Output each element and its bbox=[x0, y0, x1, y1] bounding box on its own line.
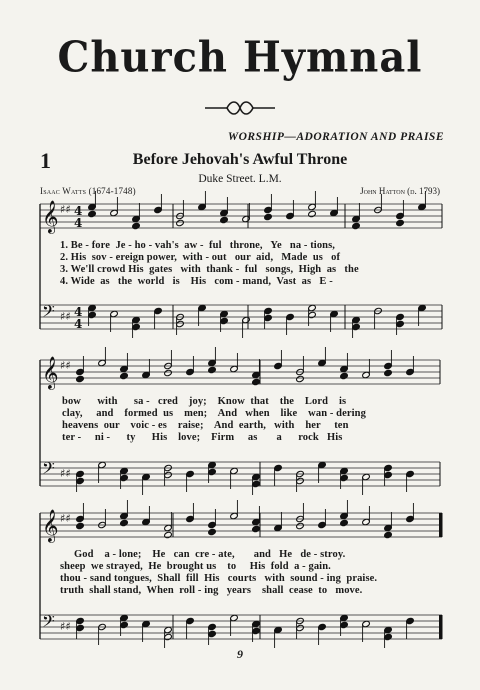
lyric-line: truth shall stand, When roll - ing years shall cease to move. bbox=[60, 585, 363, 596]
time-signature-bottom: 4 bbox=[74, 216, 83, 230]
author-credit: Isaac Watts (1674-1748) bbox=[40, 186, 136, 196]
key-signature-icon: ♯♯ bbox=[60, 467, 71, 480]
note-head bbox=[208, 528, 217, 535]
key-signature-icon: ♯♯ bbox=[60, 203, 71, 216]
lyric-line: heavens our voic - es raise; And earth, with her ten bbox=[62, 420, 349, 431]
note-head bbox=[132, 222, 141, 229]
lyric-line: clay, and formed us men; And when like wan - dering bbox=[62, 408, 366, 419]
tune-name: Duke Street. L.M. bbox=[198, 173, 282, 185]
bass-clef-icon: 𝄢 bbox=[42, 611, 55, 635]
note-head bbox=[176, 219, 185, 226]
lyric-line: 1. Be - fore Je - ho - vah's aw - ful throne, Ye na - tions, bbox=[60, 240, 336, 251]
treble-clef-icon: 𝄞 bbox=[42, 200, 59, 233]
bass-clef-icon: 𝄢 bbox=[42, 301, 55, 325]
note-head bbox=[120, 519, 129, 526]
lyric-line: sheep we strayed, He brought us to His fold a - gain. bbox=[60, 561, 331, 572]
note-head bbox=[252, 525, 261, 532]
lyric-line: ter - ni - ty His love; Firm as a rock His bbox=[62, 432, 343, 443]
time-signature-top: 4 bbox=[74, 305, 83, 319]
key-signature-icon: ♯♯ bbox=[60, 512, 71, 525]
note-head bbox=[208, 366, 217, 373]
treble-clef-icon: 𝄞 bbox=[42, 356, 59, 389]
bass-clef-icon: 𝄢 bbox=[42, 458, 55, 482]
note-head bbox=[76, 375, 85, 382]
note-head bbox=[352, 222, 361, 229]
key-signature-icon: ♯♯ bbox=[60, 310, 71, 323]
book-title: Church Hymnal bbox=[57, 32, 423, 83]
lyric-line: 3. We'll crowd His gates with thank - ful songs, High as the bbox=[60, 264, 359, 275]
note-head bbox=[252, 378, 261, 385]
lyric-line: 4. Wide as the world is His com - mand, Vast as E - bbox=[60, 276, 333, 287]
note-head bbox=[384, 369, 393, 376]
lyric-line: God a - lone; He can cre - ate, and He de - stroy. bbox=[74, 549, 346, 560]
composer-credit: John Hatton (d. 1793) bbox=[360, 186, 440, 196]
key-signature-icon: ♯♯ bbox=[60, 359, 71, 372]
note-head bbox=[340, 519, 349, 526]
note-head bbox=[264, 213, 273, 220]
note-head bbox=[120, 372, 129, 379]
lyric-line: 2. His sov - ereign power, with - out our aid, Made us of bbox=[60, 252, 341, 263]
note-head bbox=[396, 219, 405, 226]
hymn-number: 1 bbox=[40, 148, 51, 173]
key-signature-icon: ♯♯ bbox=[60, 620, 71, 633]
section-heading: WORSHIP—ADORATION AND PRAISE bbox=[227, 131, 444, 143]
lyric-line: bow with sa - cred joy; Know that the Lord is bbox=[62, 396, 347, 407]
final-bar-line bbox=[439, 513, 442, 537]
note-head bbox=[164, 369, 173, 376]
note-head bbox=[164, 531, 173, 538]
treble-clef-icon: 𝄞 bbox=[42, 509, 59, 542]
note-head bbox=[296, 522, 305, 529]
note-head bbox=[384, 531, 393, 538]
note-head bbox=[308, 210, 317, 217]
page-number: 9 bbox=[237, 647, 243, 661]
note-head bbox=[296, 375, 305, 382]
note-head bbox=[88, 210, 97, 217]
time-signature-bottom: 4 bbox=[74, 317, 83, 331]
lyric-line: thou - sand tongues, Shall fill His courts with sound - ing praise. bbox=[60, 573, 378, 584]
final-bar-line bbox=[439, 615, 442, 639]
note-head bbox=[76, 522, 85, 529]
note-head bbox=[220, 216, 229, 223]
note-head bbox=[340, 372, 349, 379]
time-signature-top: 4 bbox=[74, 204, 83, 218]
hymn-title: Before Jehovah's Awful Throne bbox=[132, 151, 348, 168]
